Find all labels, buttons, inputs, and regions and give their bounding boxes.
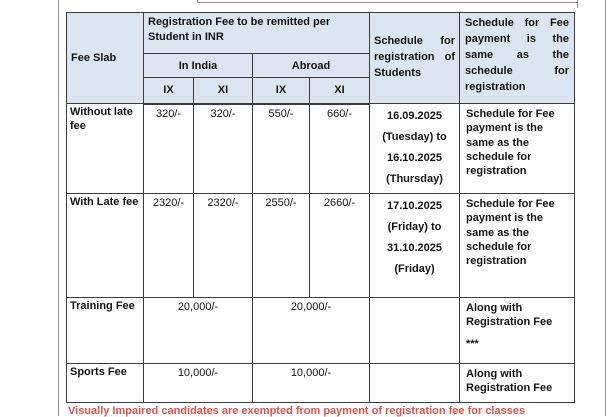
cell-abroad-xi: 660/-: [310, 104, 370, 194]
schedule-line: (Tuesday) to: [382, 131, 447, 143]
cell-abroad-fee: 10,000/-: [253, 364, 370, 403]
row-sports-fee: [67, 364, 575, 403]
schedule-line: 17.10.2025: [386, 200, 443, 212]
header-ix-india: IX: [144, 78, 194, 104]
cell-registration-schedule: [370, 104, 460, 194]
header-schedule-fee-payment: Schedule for Fee payment is the same as the schedule for registration: [460, 13, 575, 104]
schedule-line: 31.10.2025: [386, 242, 443, 254]
cell-abroad-xi: 2660/-: [310, 194, 370, 298]
schedule-line: (Friday): [394, 263, 435, 275]
cell-payment-schedule-note: [460, 298, 575, 364]
prev-table-bottom-line: [197, 2, 578, 3]
header-abroad: Abroad: [253, 54, 370, 78]
header-xi-abroad: XI: [310, 78, 370, 104]
cell-india-xi: 2320/-: [194, 194, 253, 298]
cell-label: Training Fee: [67, 298, 144, 364]
cell-label: Without late fee: [67, 104, 144, 194]
cell-india-fee: 20,000/-: [144, 298, 253, 364]
prev-table-column-stub-left: [197, 0, 198, 3]
schedule-line: 16.10.2025: [386, 152, 443, 164]
page-border-right: [605, 0, 606, 416]
cell-india-ix: 2320/-: [144, 194, 194, 298]
table-header-row-1: [67, 13, 575, 54]
cell-abroad-fee: 20,000/-: [253, 298, 370, 364]
cell-payment-schedule-note: Schedule for Fee payment is the same as the schedule for registration: [460, 104, 575, 194]
prev-table-column-stub-right: [577, 0, 578, 8]
header-in-india: In India: [144, 54, 253, 78]
cell-abroad-ix: 550/-: [253, 104, 310, 194]
cell-abroad-ix: 2550/-: [253, 194, 310, 298]
cell-registration-schedule-empty: [370, 298, 460, 364]
schedule-line: (Friday) to: [387, 221, 442, 233]
cell-india-ix: 320/-: [144, 104, 194, 194]
schedule-line: (Thursday): [386, 173, 443, 185]
cell-payment-schedule-note: Schedule for Fee payment is the same as the schedule for registration: [460, 194, 575, 298]
registration-fee-table: [66, 12, 575, 403]
note-text: Along with Registration Fee: [466, 302, 553, 329]
cell-label: Sports Fee: [67, 364, 144, 403]
page-border-left: [58, 0, 59, 416]
cell-india-fee: 10,000/-: [144, 364, 253, 403]
cell-payment-schedule-note: Along with Registration Fee: [460, 364, 575, 403]
header-registration-fee: Registration Fee to be remitted per Student in INR: [144, 13, 370, 54]
cell-label: With Late fee: [67, 194, 144, 298]
row-training-fee: [67, 298, 575, 364]
cell-india-xi: 320/-: [194, 104, 253, 194]
note-asterisks: ***: [466, 337, 479, 350]
row-without-late-fee: [67, 104, 575, 194]
header-schedule-registration: Schedule for registration of Students: [370, 13, 460, 104]
header-xi-india: XI: [194, 78, 253, 104]
footnote-visually-impaired: Visually Impaired candidates are exempted from payment of registration fee for classes: [68, 405, 526, 417]
schedule-line: 16.09.2025: [386, 110, 443, 122]
header-ix-abroad: IX: [253, 78, 310, 104]
header-fee-slab: Fee Slab: [67, 13, 144, 104]
cell-registration-schedule: [370, 194, 460, 298]
row-with-late-fee: [67, 194, 575, 298]
cell-registration-schedule-empty: [370, 364, 460, 403]
